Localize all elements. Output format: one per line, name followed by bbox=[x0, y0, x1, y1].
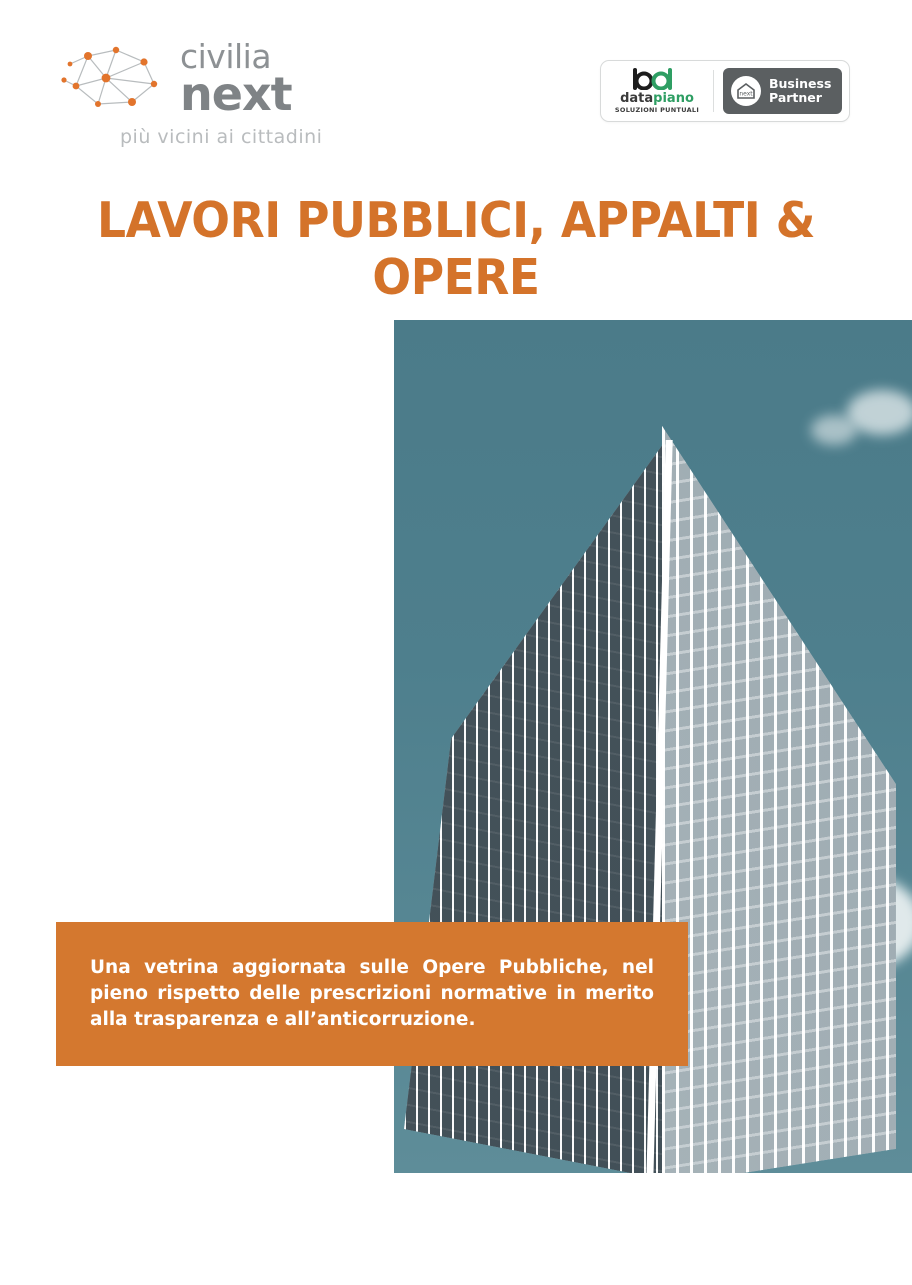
caption-banner bbox=[56, 922, 688, 1066]
tower-face-right bbox=[662, 383, 912, 1173]
caption-text: Una vetrina aggiornata sulle Opere Pubbliche, nel pieno rispetto delle prescrizioni normative in merito alla trasparenza e all’anticorruzione. bbox=[90, 957, 654, 1030]
badge-divider bbox=[713, 70, 714, 112]
datapiano-subtitle: SOLUZIONI PUNTUALI bbox=[614, 106, 700, 114]
next-house-icon bbox=[731, 76, 761, 106]
svg-text:next: next bbox=[739, 90, 753, 98]
partner-line-1: Business bbox=[769, 76, 832, 91]
business-partner-badge bbox=[600, 60, 850, 122]
brand-secondary: next bbox=[180, 67, 292, 121]
page-title: LAVORI PUBBLICI, APPALTI & OPERE bbox=[97, 192, 815, 306]
business-partner-text bbox=[769, 77, 831, 105]
datapiano-name-part1: data bbox=[620, 91, 654, 106]
logo-tagline: più vicini ai cittadini bbox=[120, 126, 323, 148]
civilia-next-logo bbox=[58, 34, 358, 149]
brand-primary: civilia bbox=[180, 37, 272, 76]
datapiano-name-part2: piano bbox=[653, 91, 694, 106]
civilia-wordmark bbox=[180, 37, 360, 121]
document-header bbox=[0, 0, 912, 165]
network-cloud-icon bbox=[58, 40, 176, 118]
datapiano-mark-icon bbox=[631, 68, 683, 90]
business-partner-block bbox=[723, 68, 842, 114]
page-footer-space bbox=[0, 1173, 912, 1285]
datapiano-name bbox=[620, 92, 694, 105]
partner-line-2: Partner bbox=[769, 90, 822, 105]
datapiano-logo bbox=[601, 61, 713, 121]
